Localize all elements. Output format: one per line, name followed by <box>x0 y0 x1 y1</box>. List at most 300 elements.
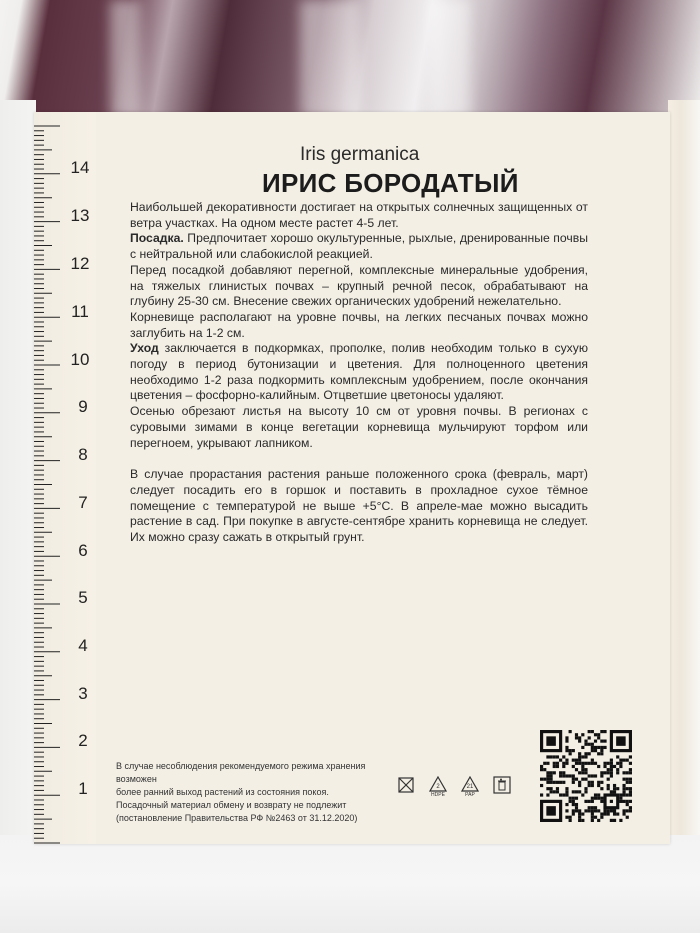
ruler-label: 14 <box>70 158 90 177</box>
qr-module <box>581 819 584 822</box>
footer-line: В случае несоблюдения рекомендуемого режима хранения возможен <box>116 761 366 784</box>
qr-module <box>584 809 587 812</box>
qr-module <box>600 746 603 749</box>
qr-module <box>559 759 562 762</box>
qr-module <box>603 809 606 812</box>
planting-text: Предпочитает хорошо окультуренные, рыхлые, дренированные почвы с нейтральной или слабокислой реакцией. <box>130 231 588 262</box>
qr-module <box>629 800 632 803</box>
qr-module <box>591 762 594 765</box>
qr-module <box>591 746 594 749</box>
trash-bin-icon <box>492 776 512 800</box>
qr-module <box>610 771 613 774</box>
qr-module <box>591 774 594 777</box>
qr-module <box>613 809 616 812</box>
qr-module <box>622 793 625 796</box>
qr-module <box>550 755 553 758</box>
qr-module <box>597 809 600 812</box>
qr-module <box>591 816 594 819</box>
qr-module <box>616 787 619 790</box>
ruler-label: 1 <box>78 779 88 798</box>
qr-module <box>575 790 578 793</box>
qr-module <box>597 784 600 787</box>
qr-module <box>584 762 587 765</box>
qr-module <box>600 771 603 774</box>
qr-module <box>584 752 587 755</box>
qr-module <box>588 781 591 784</box>
storage-notice <box>116 760 386 825</box>
plastic-shine <box>430 0 470 118</box>
plastic-wrap-right <box>668 100 700 840</box>
qr-module <box>629 781 632 784</box>
planting-paragraph <box>130 231 588 262</box>
qr-module <box>591 797 594 800</box>
qr-module <box>578 819 581 822</box>
qr-module <box>575 759 578 762</box>
qr-module <box>572 790 575 793</box>
qr-module <box>575 803 578 806</box>
qr-module <box>594 809 597 812</box>
qr-module <box>591 806 594 809</box>
qr-module <box>556 790 559 793</box>
qr-module <box>622 790 625 793</box>
qr-module <box>562 793 565 796</box>
qr-module <box>610 768 613 771</box>
qr-module <box>629 768 632 771</box>
qr-module <box>597 733 600 736</box>
qr-module <box>546 787 549 790</box>
qr-module <box>591 784 594 787</box>
qr-module <box>565 790 568 793</box>
qr-module <box>626 759 629 762</box>
qr-module <box>597 797 600 800</box>
qr-module <box>622 778 625 781</box>
qr-module <box>613 787 616 790</box>
ruler-label: 6 <box>78 541 88 560</box>
footer-line: Посадочный материал обмену и возврату не подлежит <box>116 800 347 810</box>
qr-module <box>540 778 543 781</box>
qr-module <box>584 743 587 746</box>
qr-module <box>581 733 584 736</box>
qr-module <box>603 812 606 815</box>
qr-module <box>600 752 603 755</box>
qr-module <box>588 762 591 765</box>
qr-module <box>594 806 597 809</box>
qr-module <box>553 771 556 774</box>
qr-module <box>591 759 594 762</box>
qr-module <box>622 784 625 787</box>
pap-label: PAP <box>465 792 475 798</box>
qr-module <box>584 740 587 743</box>
qr-module <box>591 781 594 784</box>
qr-module <box>591 819 594 822</box>
qr-module <box>629 809 632 812</box>
footer-line: (постановление Правительства РФ №2463 от 31.12.2020) <box>116 813 358 823</box>
qr-module <box>584 771 587 774</box>
qr-module <box>540 765 543 768</box>
qr-module <box>569 752 572 755</box>
qr-module <box>588 784 591 787</box>
qr-module <box>584 800 587 803</box>
qr-module <box>616 771 619 774</box>
qr-module <box>594 793 597 796</box>
qr-module <box>622 771 625 774</box>
qr-module <box>572 800 575 803</box>
qr-module <box>629 755 632 758</box>
qr-module <box>569 800 572 803</box>
qr-module <box>588 806 591 809</box>
prep-paragraph: Перед посадкой добавляют перегной, комплексные минеральные удобрения, на тяжелых глинистых почвах – крупный речной песок, обрабатывают на глубину 25-30 см. Внесение свежих органических удобрений нежелательно. <box>130 262 588 309</box>
ruler-label: 10 <box>70 350 90 369</box>
qr-module <box>565 774 568 777</box>
qr-module <box>629 771 632 774</box>
qr-module <box>607 762 610 765</box>
qr-module <box>572 749 575 752</box>
qr-module <box>578 759 581 762</box>
qr-module <box>581 762 584 765</box>
qr-module <box>569 797 572 800</box>
qr-module <box>578 809 581 812</box>
qr-module <box>626 809 629 812</box>
qr-module <box>565 793 568 796</box>
ruler-label: 3 <box>78 684 88 703</box>
qr-module <box>591 730 594 733</box>
qr-module <box>572 765 575 768</box>
qr-module <box>572 812 575 815</box>
qr-module <box>584 790 587 793</box>
qr-module <box>619 762 622 765</box>
latin-name: Iris germanica <box>300 144 420 165</box>
plastic-shine <box>300 0 360 118</box>
qr-module <box>629 762 632 765</box>
qr-module <box>575 806 578 809</box>
qr-module <box>581 812 584 815</box>
qr-module <box>613 819 616 822</box>
qr-module <box>578 812 581 815</box>
qr-module <box>578 771 581 774</box>
care-label: Уход <box>130 341 159 356</box>
qr-module <box>588 809 591 812</box>
rhizome-paragraph: Корневище располагают на уровне почвы, на легких песчаных почвах можно заглубить на 1-2 см. <box>130 309 588 340</box>
qr-module <box>613 765 616 768</box>
qr-module <box>616 768 619 771</box>
qr-module <box>575 736 578 739</box>
qr-module <box>553 765 556 768</box>
ruler-label: 12 <box>70 254 90 273</box>
qr-module <box>578 762 581 765</box>
qr-module <box>556 765 559 768</box>
qr-module <box>594 774 597 777</box>
qr-module <box>572 809 575 812</box>
qr-module <box>594 746 597 749</box>
qr-module <box>626 800 629 803</box>
qr-module <box>546 771 549 774</box>
qr-module <box>607 778 610 781</box>
qr-module <box>619 819 622 822</box>
qr-module <box>553 781 556 784</box>
pap-code: 21 <box>466 784 474 790</box>
qr-module <box>622 759 625 762</box>
qr-module <box>603 740 606 743</box>
plastic-shine <box>110 0 140 118</box>
qr-module <box>556 787 559 790</box>
qr-module <box>575 762 578 765</box>
qr-module <box>550 787 553 790</box>
qr-module <box>619 765 622 768</box>
qr-module <box>626 816 629 819</box>
qr-module <box>575 778 578 781</box>
qr-module <box>543 762 546 765</box>
intro-paragraph: Наибольшей декоративности достигает на открытых солнечных защищенных от ветра участках. На одном месте растет 4-5 лет. <box>130 200 588 230</box>
plastic-wrap-top <box>0 0 700 118</box>
qr-module <box>569 749 572 752</box>
qr-module <box>550 778 553 781</box>
qr-module <box>619 759 622 762</box>
qr-code <box>540 730 632 822</box>
qr-module <box>550 790 553 793</box>
qr-module <box>616 762 619 765</box>
ruler-label: 13 <box>70 206 90 225</box>
qr-module <box>591 749 594 752</box>
qr-module <box>600 787 603 790</box>
qr-module <box>597 781 600 784</box>
qr-module <box>629 793 632 796</box>
qr-module <box>588 800 591 803</box>
qr-module <box>600 812 603 815</box>
qr-module <box>594 749 597 752</box>
qr-module <box>610 809 613 812</box>
qr-module <box>626 781 629 784</box>
qr-module <box>600 730 603 733</box>
qr-module <box>594 762 597 765</box>
qr-module <box>622 812 625 815</box>
qr-module <box>565 749 568 752</box>
qr-module <box>600 797 603 800</box>
qr-module <box>578 755 581 758</box>
qr-module <box>581 771 584 774</box>
qr-module <box>565 746 568 749</box>
qr-module <box>613 784 616 787</box>
qr-module <box>578 784 581 787</box>
footer-line: более ранний выход растений из состояния покоя. <box>116 787 329 797</box>
qr-module <box>626 771 629 774</box>
qr-module <box>572 797 575 800</box>
qr-module <box>556 781 559 784</box>
qr-module <box>594 740 597 743</box>
qr-module <box>565 740 568 743</box>
qr-module <box>550 771 553 774</box>
qr-module <box>607 809 610 812</box>
qr-module <box>562 781 565 784</box>
qr-module <box>581 755 584 758</box>
qr-module <box>588 730 591 733</box>
qr-module <box>607 812 610 815</box>
qr-module <box>594 797 597 800</box>
plastic-wrap-bottom <box>0 835 700 933</box>
qr-module <box>629 778 632 781</box>
qr-module <box>600 816 603 819</box>
qr-module <box>616 812 619 815</box>
hdpe-recycle-icon <box>428 776 448 800</box>
qr-module <box>613 790 616 793</box>
qr-module <box>575 733 578 736</box>
qr-module <box>546 781 549 784</box>
qr-module <box>565 759 568 762</box>
sprouting-paragraph: В случае прорастания растения раньше положенного срока (февраль, март) следует посадить его в горшок и поставить в прохладное сухое тёмное помещение с температурой не выше +5°С. В апреле-мае можно высадить растение в сад. При покупке в августе-сентябре хранить корневища не следует. Их можно сразу сажать в открытый грунт. <box>130 467 588 545</box>
qr-module <box>629 806 632 809</box>
care-text: заключается в подкормках, прополке, полив необходим только в сухую погоду в период бутонизации и цветения. Для полноценного цветения необходимо 1-2 раза подкормить комплексным удобрением, после окончания цветения – фосфорно-калийным. Отцветшие цветоносы удаляют. <box>130 341 588 403</box>
qr-module <box>550 774 553 777</box>
qr-module <box>553 762 556 765</box>
qr-module <box>603 730 606 733</box>
qr-module <box>629 790 632 793</box>
qr-module <box>622 800 625 803</box>
qr-module <box>546 755 549 758</box>
qr-module <box>546 793 549 796</box>
qr-module <box>572 778 575 781</box>
care-paragraph <box>130 341 588 404</box>
qr-module <box>546 806 556 816</box>
qr-module <box>565 736 568 739</box>
qr-module <box>569 816 572 819</box>
qr-module <box>588 743 591 746</box>
qr-module <box>597 819 600 822</box>
qr-module <box>578 736 581 739</box>
qr-module <box>562 771 565 774</box>
qr-module <box>603 746 606 749</box>
qr-module <box>584 755 587 758</box>
qr-module <box>562 774 565 777</box>
qr-module <box>597 736 600 739</box>
qr-module <box>622 809 625 812</box>
qr-module <box>591 743 594 746</box>
qr-module <box>588 736 591 739</box>
pap-recycle-icon <box>460 776 480 800</box>
qr-module <box>556 755 559 758</box>
qr-module <box>562 755 565 758</box>
qr-module <box>600 740 603 743</box>
qr-module <box>553 790 556 793</box>
qr-module <box>565 762 568 765</box>
qr-module <box>597 765 600 768</box>
qr-module <box>610 762 613 765</box>
qr-module <box>540 768 543 771</box>
qr-module <box>553 755 556 758</box>
ruler-label: 4 <box>78 636 88 655</box>
qr-module <box>607 771 610 774</box>
qr-module <box>540 793 543 796</box>
qr-module <box>619 797 622 800</box>
qr-module <box>584 787 587 790</box>
qr-module <box>569 730 572 733</box>
ruler-label: 7 <box>78 493 88 512</box>
growing-instructions <box>130 200 588 546</box>
qr-module <box>600 774 603 777</box>
qr-module <box>556 762 559 765</box>
qr-module <box>559 771 562 774</box>
qr-module <box>626 803 629 806</box>
qr-module <box>581 768 584 771</box>
qr-module <box>610 790 613 793</box>
qr-module <box>546 778 549 781</box>
qr-module <box>629 787 632 790</box>
qr-module <box>578 740 581 743</box>
qr-module <box>550 781 553 784</box>
qr-module <box>569 774 572 777</box>
qr-module <box>581 793 584 796</box>
qr-module <box>607 784 610 787</box>
qr-module <box>565 816 568 819</box>
ruler-label: 5 <box>78 588 88 607</box>
qr-module <box>616 736 626 746</box>
qr-module <box>591 809 594 812</box>
qr-module <box>565 809 568 812</box>
qr-module <box>626 778 629 781</box>
qr-module <box>591 800 594 803</box>
qr-module <box>607 768 610 771</box>
qr-module <box>562 762 565 765</box>
qr-module <box>578 781 581 784</box>
ruler-label: 2 <box>78 731 88 750</box>
qr-module <box>581 778 584 781</box>
qr-module <box>581 746 584 749</box>
no-food-contact-icon <box>396 776 416 800</box>
qr-module <box>613 812 616 815</box>
qr-module <box>546 774 549 777</box>
qr-module <box>559 774 562 777</box>
qr-module <box>597 746 600 749</box>
qr-module <box>619 800 622 803</box>
qr-module <box>546 762 549 765</box>
qr-module <box>578 816 581 819</box>
qr-module <box>603 765 606 768</box>
qr-module <box>559 793 562 796</box>
product-title: ИРИС БОРОДАТЫЙ <box>262 168 519 198</box>
qr-module <box>565 787 568 790</box>
hdpe-label: HDPE <box>431 792 445 798</box>
qr-module <box>584 778 587 781</box>
qr-module <box>540 784 543 787</box>
qr-module <box>588 774 591 777</box>
qr-module <box>565 803 568 806</box>
ruler-label: 9 <box>78 397 88 416</box>
qr-module <box>622 787 625 790</box>
ruler-label: 8 <box>78 445 88 464</box>
autumn-paragraph: Осенью обрезают листья на высоту 10 см от уровня почвы. В регионах с суровыми зимами в конце вегетации корневища мульчируют торфом или перегноем, укрывают лапником. <box>130 404 588 450</box>
qr-module <box>581 765 584 768</box>
qr-module <box>575 809 578 812</box>
ruler-label: 11 <box>71 302 89 321</box>
qr-module <box>546 736 556 746</box>
qr-module <box>559 781 562 784</box>
qr-module <box>600 781 603 784</box>
qr-module <box>600 749 603 752</box>
qr-module <box>578 752 581 755</box>
qr-module <box>591 812 594 815</box>
qr-module <box>610 765 613 768</box>
qr-module <box>603 771 606 774</box>
qr-module <box>588 752 591 755</box>
qr-module <box>626 793 629 796</box>
qr-module <box>619 793 622 796</box>
qr-module <box>597 793 600 796</box>
qr-module <box>594 816 597 819</box>
qr-module <box>600 800 603 803</box>
qr-module <box>543 778 546 781</box>
plastic-wrap-left <box>0 100 36 840</box>
qr-module <box>626 787 629 790</box>
qr-module <box>610 819 613 822</box>
qr-module <box>569 819 572 822</box>
